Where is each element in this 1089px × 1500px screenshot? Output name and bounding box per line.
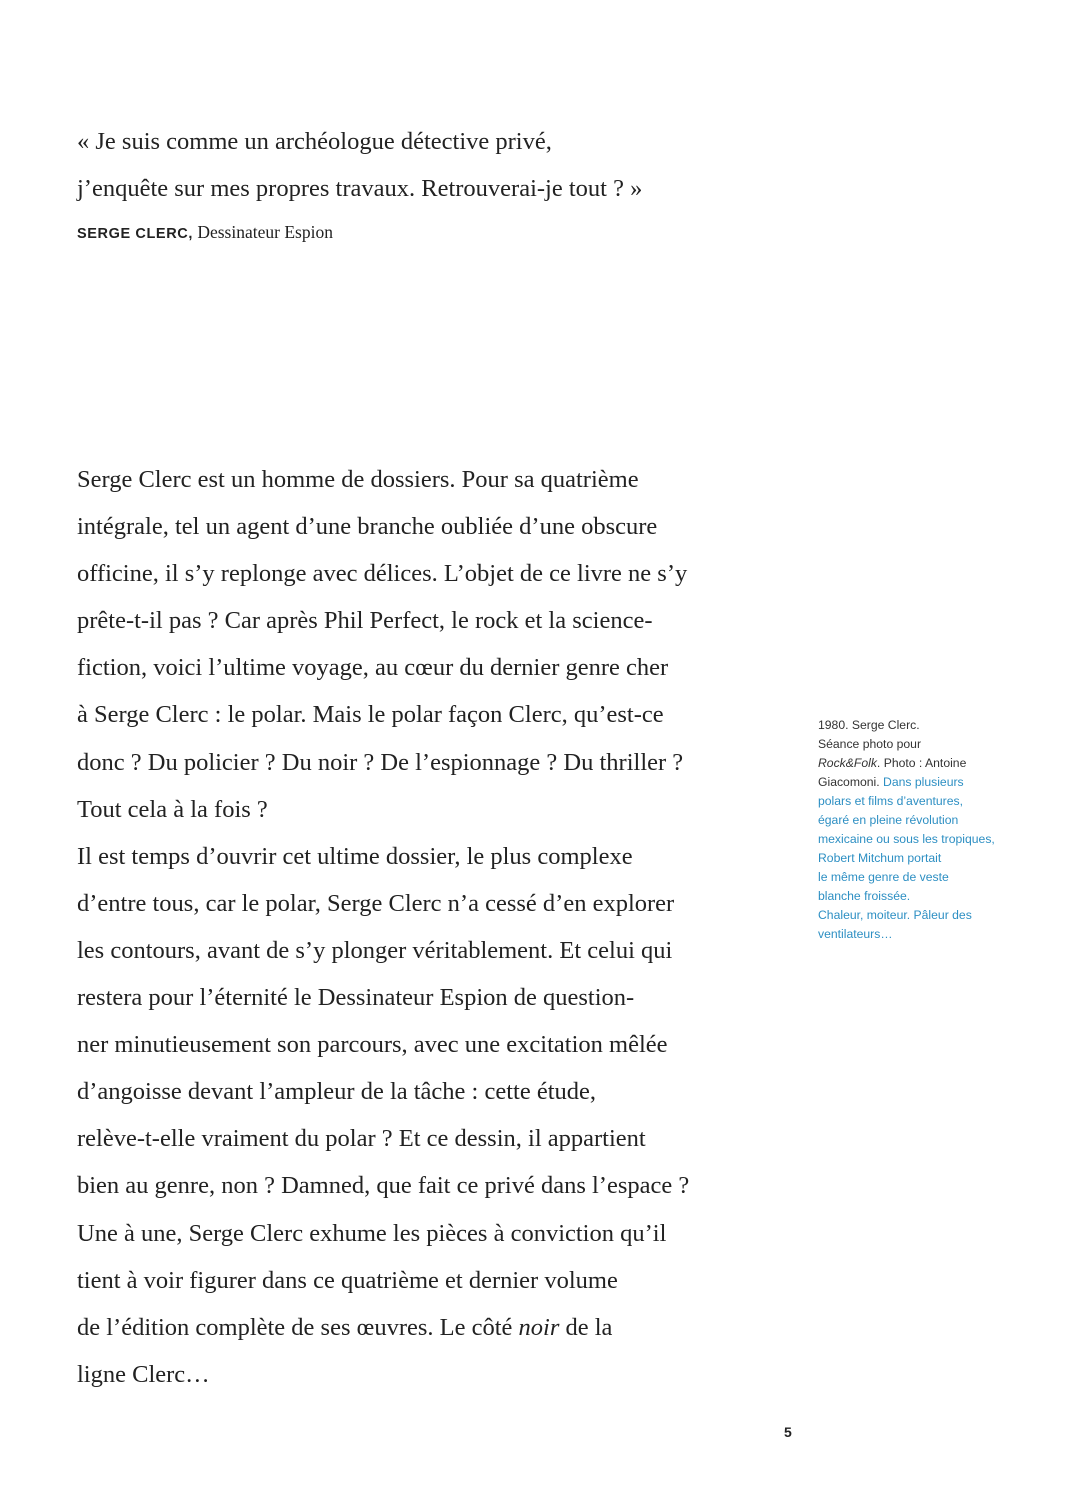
body-line: officine, il s’y replonge avec délices. L’objet de ce livre ne s’y	[77, 560, 688, 588]
photo-caption	[818, 716, 1018, 944]
body-line: à Serge Clerc : le polar. Mais le polar façon Clerc, qu’est-ce	[77, 701, 664, 729]
page-number: 5	[784, 1424, 792, 1440]
caption-line: Séance photo pour	[818, 737, 921, 751]
caption-blue-text: Dans plusieurs	[879, 775, 964, 789]
body-line: fiction, voici l’ultime voyage, au cœur du dernier genre cher	[77, 654, 669, 682]
body-line: Il est temps d’ouvrir cet ultime dossier, le plus complexe	[77, 842, 633, 870]
body-line: restera pour l’éternité le Dessinateur Espion de question-	[77, 984, 635, 1012]
body-line: Tout cela à la fois ?	[77, 795, 268, 823]
caption-line	[818, 754, 1018, 773]
body-line-post: de la	[559, 1313, 613, 1341]
epigraph-line: « Je suis comme un archéologue détective privé,	[77, 128, 552, 155]
body-line: donc ? Du policier ? Du noir ? De l’espionnage ? Du thriller ?	[77, 748, 684, 776]
attribution-author: SERGE CLERC,	[77, 226, 193, 242]
caption-blue-line: le même genre de veste	[818, 870, 949, 884]
attribution-role: Dessinateur Espion	[192, 222, 333, 242]
body-text	[77, 456, 797, 1398]
caption-credit: . Photo : Antoine	[876, 756, 967, 770]
body-line: intégrale, tel un agent d’une branche oubliée d’une obscure	[77, 513, 658, 541]
quote-attribution	[77, 222, 333, 243]
caption-blue-line: Chaleur, moiteur. Pâleur des	[818, 908, 972, 922]
caption-blue-line: polars et films d’aventures,	[818, 794, 963, 808]
caption-blue-line: Robert Mitchum portait	[818, 851, 942, 865]
caption-line: 1980. Serge Clerc.	[818, 718, 920, 732]
epigraph-line: j’enquête sur mes propres travaux. Retrouverai-je tout ? »	[77, 175, 643, 202]
body-line: Serge Clerc est un homme de dossiers. Pour sa quatrième	[77, 466, 639, 493]
body-line: les contours, avant de s’y plonger véritablement. Et celui qui	[77, 936, 673, 964]
body-line: relève-t-elle vraiment du polar ? Et ce dessin, il appartient	[77, 1125, 646, 1153]
caption-photographer: Giacomoni.	[818, 775, 880, 789]
body-line: ner minutieusement son parcours, avec une excitation mêlée	[77, 1031, 668, 1059]
caption-blue-line: ventilateurs…	[818, 927, 893, 941]
caption-blue-line: blanche froissée.	[818, 889, 911, 903]
caption-blue-line: mexicaine ou sous les tropiques,	[818, 832, 995, 846]
caption-magazine: Rock&Folk	[818, 756, 877, 770]
body-line: Une à une, Serge Clerc exhume les pièces à conviction qu’il	[77, 1219, 667, 1247]
body-line	[77, 1304, 797, 1351]
body-line-pre: de l’édition complète de ses œuvres. Le côté	[77, 1313, 519, 1341]
body-line: bien au genre, non ? Damned, que fait ce privé dans l’espace ?	[77, 1172, 690, 1200]
body-line: ligne Clerc…	[77, 1360, 210, 1388]
body-line: d’entre tous, car le polar, Serge Clerc n’a cessé d’en explorer	[77, 889, 675, 917]
caption-blue-line: égaré en pleine révolution	[818, 813, 959, 827]
body-line-italic: noir	[518, 1313, 560, 1341]
body-line: d’angoisse devant l’ampleur de la tâche : cette étude,	[77, 1078, 597, 1106]
body-line: prête-t-il pas ? Car après Phil Perfect, le rock et la science-	[77, 607, 653, 635]
epigraph-quote	[77, 118, 837, 212]
body-line: tient à voir figurer dans ce quatrième et dernier volume	[77, 1266, 618, 1294]
caption-line	[818, 773, 1018, 792]
